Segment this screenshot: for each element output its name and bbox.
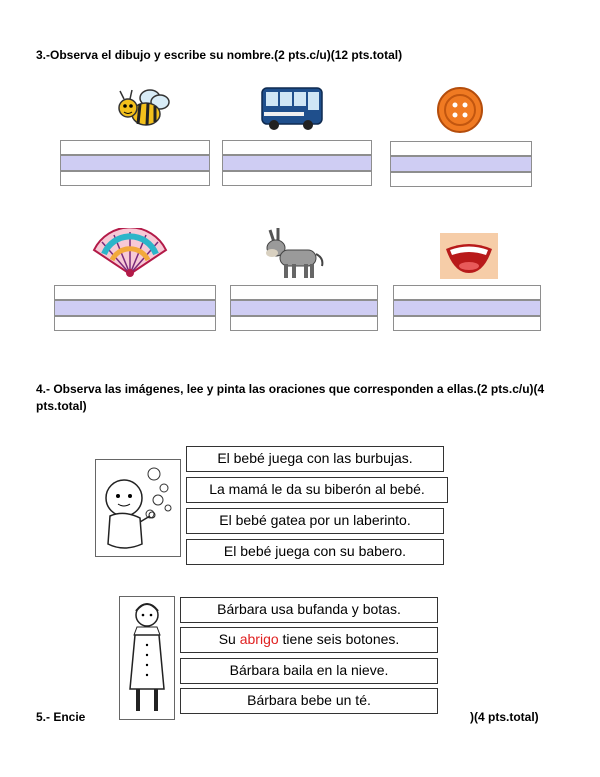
baby-picture (95, 459, 181, 557)
barbara-sentence-3[interactable]: Bárbara baila en la nieve. (180, 658, 438, 684)
baby-sentence-4[interactable]: El bebé juega con su babero. (186, 539, 444, 565)
section-3-heading: 3.-Observa el dibujo y escribe su nombre.(2 pts.c/u)(12 pts.total) (36, 48, 403, 62)
section-4-heading-line-2: pts.total) (36, 399, 87, 413)
writing-lines-4[interactable] (54, 285, 216, 331)
writing-lines-1[interactable] (60, 140, 210, 186)
donkey-icon (262, 226, 328, 282)
writing-lines-3[interactable] (390, 141, 532, 187)
writing-lines-2[interactable] (222, 140, 372, 186)
barbara-sentence-1[interactable]: Bárbara usa bufanda y botas. (180, 597, 438, 623)
barbara-picture (119, 596, 175, 720)
barbara-sentence-2[interactable] (180, 627, 438, 653)
highlighted-word: abrigo (239, 631, 279, 647)
section-4-heading-line-1: 4.- Observa las imágenes, lee y pinta las oraciones que corresponden a ellas.(2 pts.c/u)(4 (36, 382, 545, 396)
bus-icon (260, 84, 324, 132)
mouth-icon (440, 233, 498, 279)
button-icon (436, 86, 484, 134)
bee-icon (112, 84, 172, 134)
baby-sentence-1[interactable]: El bebé juega con las burbujas. (186, 446, 444, 472)
section-5-heading-start: 5.- Encie (36, 710, 86, 724)
writing-lines-6[interactable] (393, 285, 541, 331)
barbara-sentence-2-start: Su (218, 631, 240, 647)
baby-sentence-2[interactable]: La mamá le da su biberón al bebé. (186, 477, 448, 503)
barbara-sentence-4[interactable]: Bárbara bebe un té. (180, 688, 438, 714)
writing-lines-5[interactable] (230, 285, 378, 331)
section-4-heading (36, 381, 576, 415)
section-5-heading-end: )(4 pts.total) (470, 710, 539, 724)
baby-sentence-3[interactable]: El bebé gatea por un laberinto. (186, 508, 444, 534)
barbara-sentence-2-end: tiene seis botones. (278, 631, 400, 647)
fan-icon (90, 228, 170, 278)
